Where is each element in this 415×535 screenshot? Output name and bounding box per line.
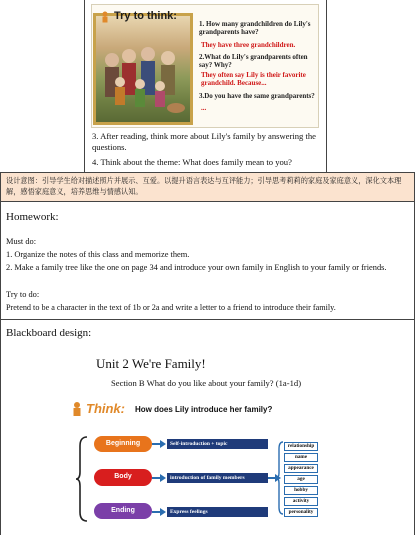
arrow-head-icon bbox=[160, 440, 166, 448]
blackboard-heading: Blackboard design: bbox=[6, 327, 92, 339]
tag-personality: personality bbox=[284, 508, 318, 517]
family-photo bbox=[93, 13, 193, 125]
homework-heading: Homework: bbox=[6, 211, 59, 223]
arrow-head-icon bbox=[160, 508, 166, 516]
homework-item-1: 1. Organize the notes of this class and memorize them. bbox=[6, 250, 190, 259]
design-intent-text: 设计意图：引导学生给对描述照片并展示、互爱。以提升语言表达与互评能力；引导思考莉莉的家庭及家庭意义，深化文本理解，感悟家庭意义，培养思维与情感认知。 bbox=[6, 176, 402, 196]
think-label: Think: bbox=[86, 401, 125, 416]
homework-item-2: 2. Make a family tree like the one on page 34 and introduce your own family in English to your family or friends. bbox=[6, 263, 387, 272]
family-photo-illustration bbox=[96, 16, 190, 122]
reading-step-4: 4. Think about the theme: What does family mean to you? bbox=[92, 157, 292, 167]
stage-ending-detail: Express feelings bbox=[167, 507, 268, 517]
slide-question-2: 2.What do Lily's grandparents often say? Why? bbox=[199, 53, 308, 69]
stage-ending-pill: Ending bbox=[94, 503, 152, 519]
tag-activity: activity bbox=[284, 497, 318, 506]
tag-name: name bbox=[284, 453, 318, 462]
tag-appearance: appearance bbox=[284, 464, 318, 473]
slide-answer-1: They have three grandchildren. bbox=[201, 41, 296, 49]
right-brace bbox=[276, 441, 284, 515]
unit-title: Unit 2 We're Family! bbox=[96, 356, 206, 371]
reading-step-3: 3. After reading, think more about Lily's family by answering the questions. bbox=[92, 131, 316, 152]
think-question: How does Lily introduce her family? bbox=[135, 405, 273, 414]
slide-title: Try to think: bbox=[114, 10, 177, 22]
slide-answer-2: They often say Lily is their favorite grandchild. Because... bbox=[201, 71, 306, 87]
homework-item-3: Pretend to be a character in the text of 1b or 2a and write a letter to a friend to introduce their family. bbox=[6, 303, 336, 312]
slide-question-1: 1. How many grandchildren do Lily's grandparents have? bbox=[199, 20, 311, 36]
stage-beginning-detail: Self-introduction + topic bbox=[167, 439, 268, 449]
arrow-head-icon bbox=[160, 474, 166, 482]
tag-relationship: relationship bbox=[284, 442, 318, 451]
blackboard-section bbox=[0, 319, 415, 535]
section-title: Section B What do you like about your family? (1a-1d) bbox=[111, 378, 302, 388]
slide-question-3: 3.Do you have the same grandparents? bbox=[199, 92, 315, 100]
must-do-label: Must do: bbox=[6, 237, 37, 246]
stage-beginning-pill: Beginning bbox=[94, 436, 152, 452]
tag-age: age bbox=[284, 475, 318, 484]
thinking-figure-icon bbox=[99, 11, 111, 23]
stage-body-detail: introduction of family members bbox=[167, 473, 268, 483]
tag-hobby: hobby bbox=[284, 486, 318, 495]
thinking-figure-icon bbox=[70, 401, 84, 417]
slide-answer-3: ... bbox=[201, 104, 207, 112]
try-to-do-label: Try to do: bbox=[6, 290, 40, 299]
left-brace bbox=[76, 436, 88, 522]
stage-body-pill: Body bbox=[94, 469, 152, 486]
